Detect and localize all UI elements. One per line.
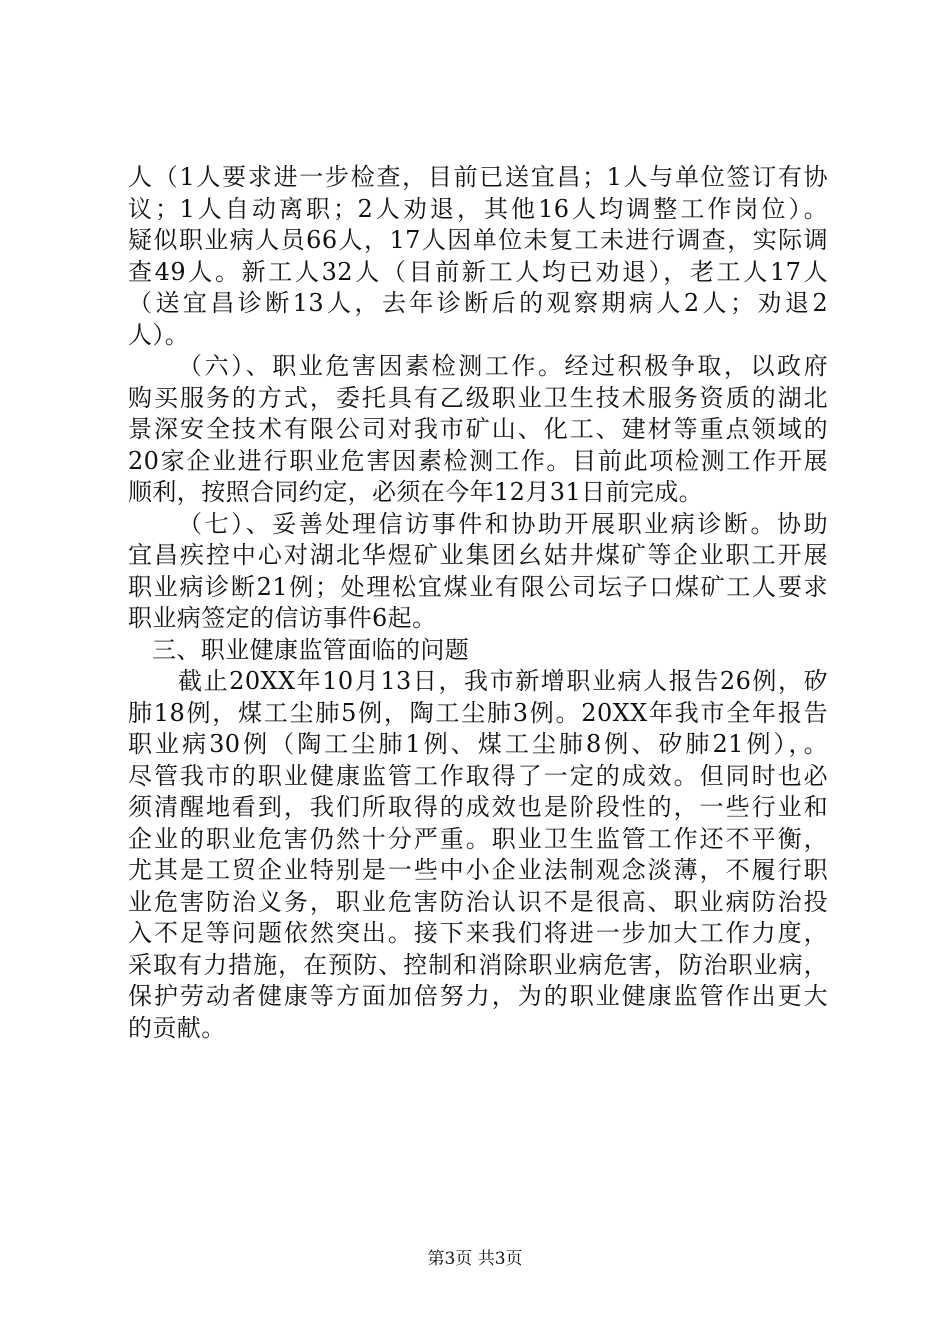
page-number-footer: 第3页 共3页: [427, 1249, 523, 1269]
text-line-paragraph-start: 截止20XX年10月13日，我市新增职业病人报告26例，矽: [178, 667, 828, 695]
text-line: 采取有力措施，在预防、控制和消除职业病危害，防治职业病，: [128, 950, 828, 979]
text-line: 职业病诊断21例；处理松宜煤业有限公司坛子口煤矿工人要求: [128, 572, 828, 601]
text-line: 查49人。新工人32人（目前新工人均已劝退），老工人17人: [128, 257, 828, 286]
text-line-paragraph-start: （七）、妥善处理信访事件和协助开展职业病诊断。协助: [178, 509, 828, 538]
text-line: 议；1人自动离职；2人劝退，其他16人均调整工作岗位）。: [128, 194, 828, 223]
text-line: 肺18例，煤工尘肺5例，陶工尘肺3例。20XX年我市全年报告: [128, 698, 828, 727]
text-line: 尽管我市的职业健康监管工作取得了一定的成效。但同时也必: [128, 761, 828, 790]
text-line: 职业病30例（陶工尘肺1例、煤工尘肺8例、矽肺21例），。: [128, 730, 828, 758]
text-line: 须清醒地看到，我们所取得的成效也是阶段性的，一些行业和: [128, 793, 828, 821]
text-line: 20家企业进行职业危害因素检测工作。目前此项检测工作开展: [128, 446, 828, 475]
text-line: 宜昌疾控中心对湖北华煜矿业集团幺姑井煤矿等企业职工开展: [128, 541, 828, 569]
text-line: （送宜昌诊断13人，去年诊断后的观察期病人2人；劝退2: [128, 289, 828, 317]
text-line: 业危害防治义务，职业危害防治认识不是很高、职业病防治投: [128, 887, 828, 916]
text-line: 企业的职业危害仍然十分严重。职业卫生监管工作还不平衡，: [128, 824, 828, 853]
text-line: 保护劳动者健康等方面加倍努力，为的职业健康监管作出更大: [128, 982, 828, 1010]
text-line: 尤其是工贸企业特别是一些中小企业法制观念淡薄，不履行职: [128, 856, 828, 884]
text-line: 人（1人要求进一步检查，目前已送宜昌；1人与单位签订有协: [128, 163, 828, 191]
text-line: 人）。: [128, 320, 190, 349]
text-line: 入不足等问题依然突出。接下来我们将进一步加大工作力度，: [128, 919, 828, 947]
text-line-paragraph-start: （六）、职业危害因素检测工作。经过积极争取，以政府: [178, 352, 828, 380]
text-line: 景深安全技术有限公司对我市矿山、化工、建材等重点领域的: [128, 415, 828, 443]
text-line: 职业病签定的信访事件6起。: [128, 604, 437, 632]
text-line: 疑似职业病人员66人，17人因单位未复工未进行调查，实际调: [128, 226, 828, 254]
document-body: [128, 162, 828, 1044]
section-heading: 三、职业健康监管面临的问题: [152, 635, 470, 664]
text-line: 的贡献。: [128, 1013, 226, 1042]
text-line: 购买服务的方式，委托具有乙级职业卫生技术服务资质的湖北: [128, 383, 828, 412]
text-line: 顺利，按照合同约定，必须在今年12月31日前完成。: [128, 478, 704, 506]
